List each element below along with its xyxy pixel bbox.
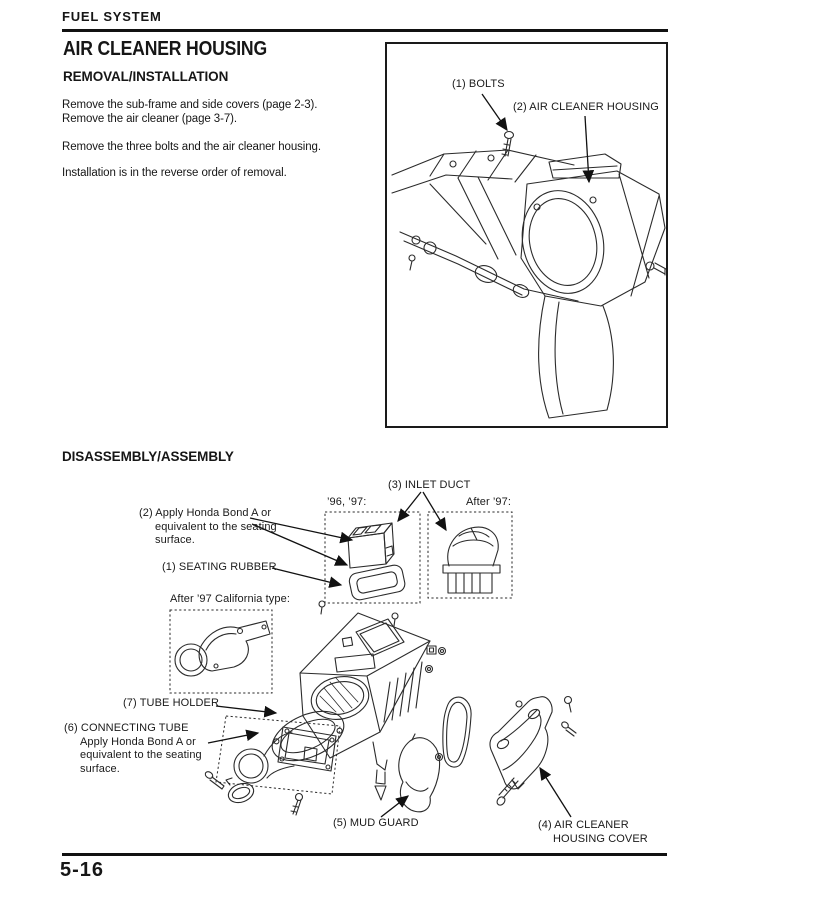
figure2-label-tube-holder: (7) TUBE HOLDER	[123, 697, 220, 709]
housing-cover-drawing	[490, 697, 552, 807]
footer-rule	[62, 853, 667, 856]
figure2-label-inlet-duct: (3) INLET DUCT	[388, 479, 471, 491]
removal-heading: REMOVAL/INSTALLATION	[63, 69, 229, 84]
removal-paragraph-3: Installation is in the reverse order of removal.	[62, 167, 287, 179]
figure1-label-bolts: (1) BOLTS	[452, 78, 505, 90]
connecting-tube-line-3: equivalent to the seating	[80, 749, 202, 761]
figure2-label-housing-cover	[538, 819, 648, 846]
removal-paragraph-2: Remove the three bolts and the air cleaner housing.	[62, 141, 321, 153]
inlet-duct-after-97-drawing	[443, 527, 500, 593]
california-tube-drawing	[175, 621, 270, 676]
connecting-tube-line-4: surface.	[80, 762, 120, 775]
hardware-drawing	[426, 646, 577, 761]
figure2-label-california: After ’97 California type:	[170, 593, 290, 605]
subframe-drawing	[392, 150, 578, 301]
figure2-label-seating-rubber: (1) SEATING RUBBER	[162, 561, 277, 573]
page-header: FUEL SYSTEM	[62, 9, 162, 24]
removal-paragraph-1-line-1: Remove the sub-frame and side covers (page 2-3).	[62, 99, 318, 111]
removal-paragraph-1	[62, 98, 317, 126]
note2-line-1: (2) Apply Honda Bond A or	[139, 507, 272, 519]
note2-line-3: surface.	[155, 534, 195, 546]
seal-ring-drawing	[443, 697, 471, 767]
cover-label-line-2: HOUSING COVER	[553, 832, 648, 845]
mud-guard-drawing	[399, 734, 440, 812]
figure2-note-seating-surface	[139, 507, 277, 548]
header-rule	[62, 29, 668, 32]
figure2-label-mud-guard: (5) MUD GUARD	[333, 817, 419, 829]
page-number: 5-16	[60, 859, 105, 881]
air-cleaner-housing-drawing	[512, 154, 665, 418]
connecting-tube-line-2: Apply Honda Bond A or	[80, 735, 196, 748]
seating-rubber-drawing	[348, 564, 406, 602]
figure2-label-after-97: After ’97:	[466, 496, 512, 508]
inlet-duct-96-97-drawing	[348, 523, 394, 568]
main-housing-drawing	[300, 601, 430, 800]
removal-paragraph-1-line-2: Remove the air cleaner (page 3-7).	[62, 113, 237, 125]
section-title: AIR CLEANER HOUSING	[63, 38, 267, 60]
figure2-note-connecting-tube	[64, 722, 202, 776]
note2-line-2: equivalent to the seating	[155, 520, 277, 533]
disassembly-heading: DISASSEMBLY/ASSEMBLY	[62, 449, 234, 464]
figure1-label-housing: (2) AIR CLEANER HOUSING	[513, 101, 659, 113]
connecting-tube-line-1: (6) CONNECTING TUBE	[64, 722, 189, 734]
figure2-label-96-97: ’96, ’97:	[327, 496, 367, 508]
cover-label-line-1: (4) AIR CLEANER	[538, 819, 629, 831]
figure-removal-installation	[385, 42, 668, 428]
